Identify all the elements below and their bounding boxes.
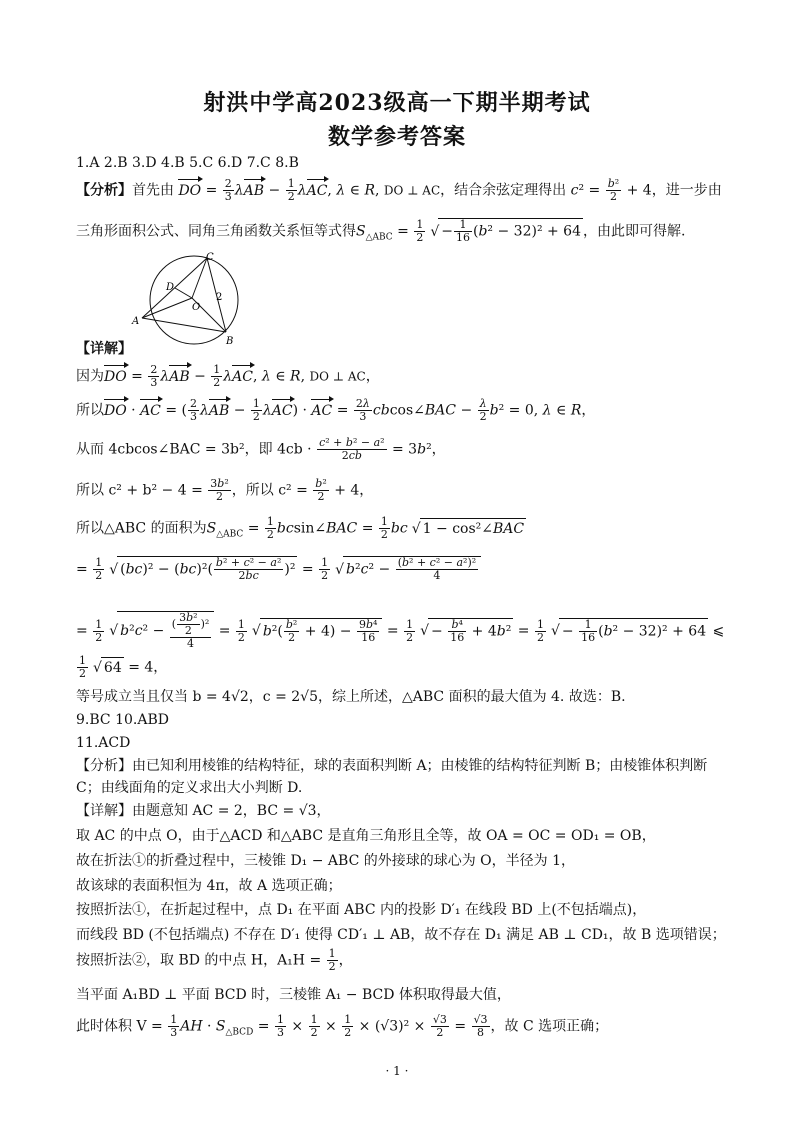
q11-analysis-1: 【分析】由已知利用棱锥的结构特征，球的表面积判断 A；由棱锥的结构特征判断 B；由棱锥体积判断	[76, 758, 708, 774]
q11-detail-6: 而线段 BD (不包括端点) 不存在 D′₁ 使得 CD′₁ ⊥ AB，故不存在 D₁ 满足 AB ⊥ CD₁，故 B 选项错误；	[76, 927, 726, 943]
label-c: C	[206, 252, 214, 263]
q11-detail-8: 当平面 A₁BD ⊥ 平面 BCD 时，三棱锥 A₁ − BCD 体积取得最大值，	[76, 987, 511, 1003]
detail-line-6: = $\frac{1}{2}$ √ (bc)² − (bc)²( $\frac{\text{b² + c² − a²}}{2bc}$ )² = $\frac{1}{2}$ √ b²c² − $\frac{\text{(b² + c² − a²)²}}{4}$	[76, 556, 481, 582]
q11-detail-9: 此时体积 V = $\frac{1}{3}$ AH · $S_{\triangle BCD}$ = $\frac{1}{3}$ × $\frac{1}{2}$ × $\frac{1}{2}$ × (√3)² × $\frac{√3}{2}$ = $\frac{√3}{8}$ ，故 C 选项正确；	[76, 1013, 609, 1039]
label-d: D	[166, 282, 175, 293]
label-b: B	[226, 336, 234, 347]
q11-detail-7: 按照折法②，取 BD 的中点 H，A₁H = $\frac{1}{2}$ ，	[76, 947, 353, 973]
answer-key-title: 数学参考答案	[327, 124, 466, 150]
answers-1-8: 1.A 2.B 3.D 4.B 5.C 6.D 7.C 8.B	[76, 155, 299, 171]
answers-9-10: 9.BC 10.ABD	[76, 712, 169, 728]
detail-line-7: = $\frac{1}{2}$ √ b²c² − ( $\frac{\text{3b²}}{2}$ )² 4 = $\frac{1}{2}$ √ b²( $\frac{\text{b²}}{2}$ + 4) − $\frac{\text{9b⁴}}{16}$ = $\frac{1}{2}$ √ − $\frac{\text{b⁴}}{16}$ + 4b² = $\frac{1}{2}$ √ − $\frac{1}{16}$ (b² − 32)² + 64 ⩽	[76, 611, 724, 650]
analysis-line-2: 三角形面积公式、同角三角函数关系恒等式得$S_{\triangle ABC}$ = $\frac{1}{2}$ √ − $\frac{1}{16}$ (b² − 32)² + 64 ，由此即可得解.	[76, 218, 685, 247]
detail-line-4: 所以 c² + b² − 4 = $\frac{\text{3b²}}{2}$ ，所以 c² = $\frac{\text{b²}}{2}$ + 4，	[76, 477, 374, 503]
detail-line-8: $\frac{1}{2}$ √ 64 = 4，	[76, 655, 167, 680]
exam-title: 射洪中学高2023级高一下期半期考试	[203, 90, 591, 116]
circle-triangle-figure	[128, 250, 248, 350]
q11-detail-4: 故该球的表面积恒为 4π，故 A 选项正确；	[76, 878, 342, 894]
q11-detail-1: 【详解】由题意知 AC = 2，BC = √3，	[76, 803, 331, 819]
label-o: O	[192, 302, 201, 313]
label-a: A	[132, 316, 140, 327]
answer-11: 11.ACD	[76, 735, 131, 751]
q11-detail-3: 故在折法①的折叠过程中，三棱锥 D₁ − ABC 的外接球的球心为 O，半径为 1，	[76, 853, 576, 869]
label-two: 2	[216, 292, 223, 303]
analysis-line-1: 【分析】首先由 DO = $\frac{2}{3}$ λAB − $\frac{1}{2}$ λAC, λ ∈ R, DO ⊥ AC，结合余弦定理得出 c² = $\frac{\text{b²}}{2}$ + 4，进一步由	[76, 177, 722, 203]
q11-detail-5: 按照折法①，在折起过程中，点 D₁ 在平面 ABC 内的投影 D′₁ 在线段 BD 上(不包括端点)，	[76, 902, 647, 918]
detail-tag: 【详解】	[76, 341, 132, 357]
page-number: · 1 ·	[385, 1064, 409, 1078]
equality-line: 等号成立当且仅当 b = 4√2，c = 2√5，综上所述，△ABC 面积的最大值为 4. 故选：B.	[76, 689, 626, 705]
q11-detail-2: 取 AC 的中点 O，由于△ACD 和△ABC 是直角三角形且全等，故 OA = OC = OD₁ = OB，	[76, 828, 656, 844]
detail-line-2: 所以DO · AC = ( $\frac{2}{3}$ λAB − $\frac{1}{2}$ λAC) · AC = $\frac{2\lambda}{3}$ cbcos∠BAC − $\frac{\lambda}{2}$ b² = 0, λ ∈ R，	[76, 397, 596, 423]
detail-line-5: 所以△ABC 的面积为$S_{\triangle ABC}$ = $\frac{1}{2}$ bcsin∠BAC = $\frac{1}{2}$ bc√ 1 − cos²∠BAC	[76, 516, 526, 544]
detail-line-1: 因为DO = $\frac{2}{3}$ λAB − $\frac{1}{2}$ λAC, λ ∈ R, DO ⊥ AC，	[76, 363, 380, 389]
detail-line-3: 从而 4cbcos∠BAC = 3b²，即 4cb · $\frac{\text{c² + b² − a²}}{2cb}$ = 3b²，	[76, 436, 446, 462]
q11-analysis-2: C；由线面角的定义求出大小判断 D.	[76, 780, 303, 796]
